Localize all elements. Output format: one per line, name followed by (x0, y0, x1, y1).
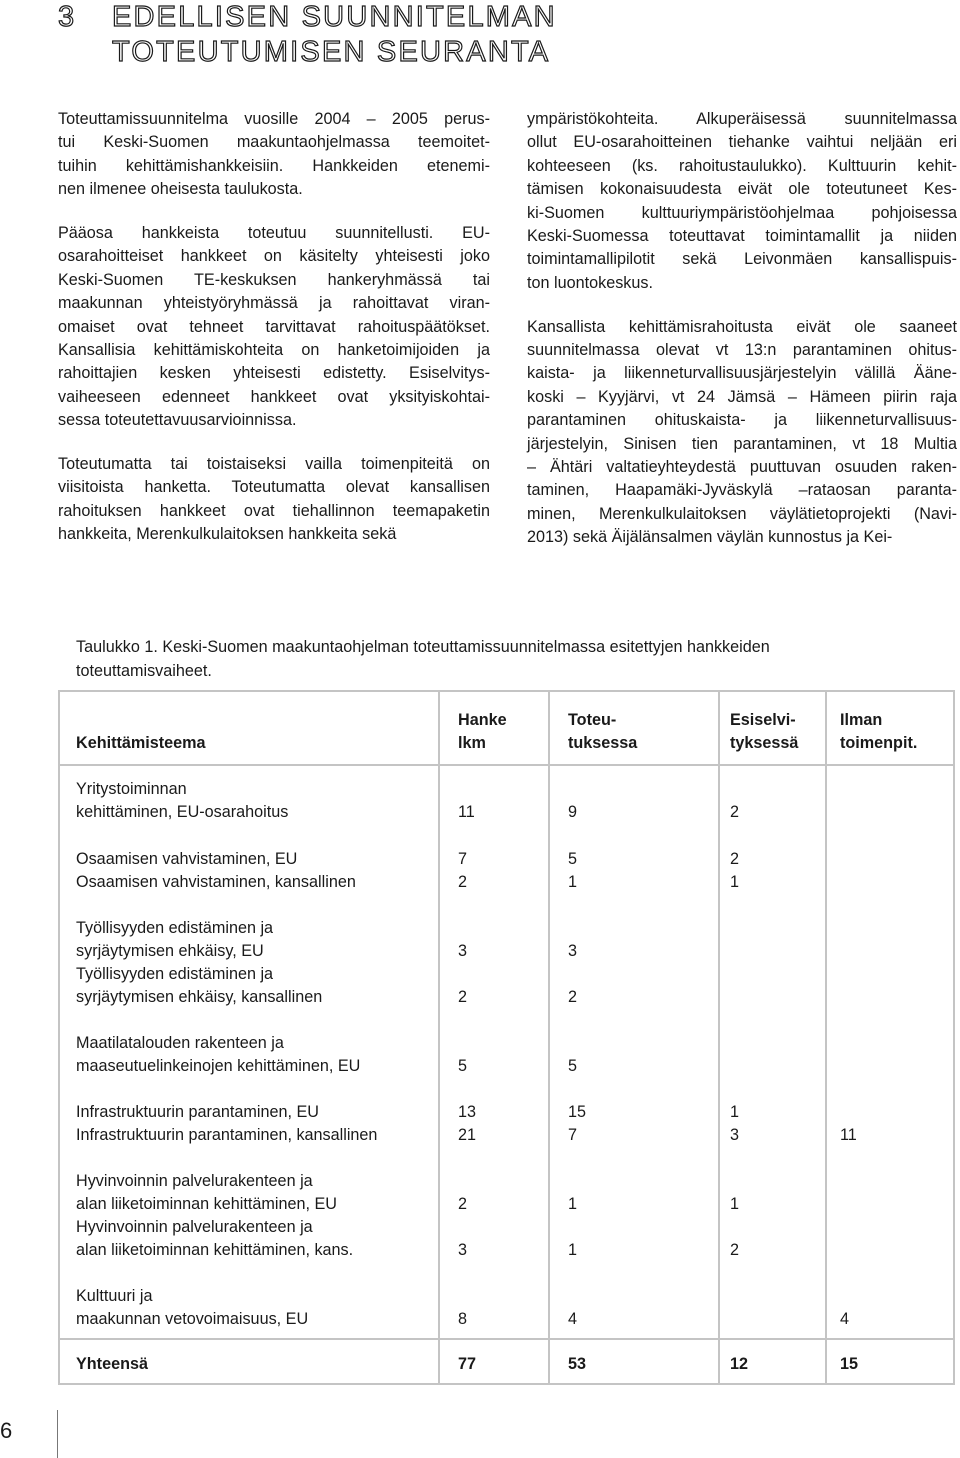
text-line: Toteutumatta tai toistaiseksi vailla toimenpiteitä on (58, 455, 490, 474)
row-value-toteu: 15 (568, 1103, 587, 1121)
text-line: Toteuttamissuunnitelma vuosille 2004 – 2005 perus- (58, 110, 490, 128)
row-value-toteu: 1 (568, 1195, 578, 1213)
row-value-hanke: 8 (458, 1310, 468, 1328)
row-value-esis: 2 (730, 1241, 740, 1259)
header-ilman-toimenpiteita: Ilman (840, 711, 883, 729)
text-line: ympäristökohteita. Alkuperäisessä suunnitelmassa (527, 110, 957, 128)
total-label: Yhteensä (76, 1355, 148, 1373)
chapter-number: 3 (58, 1, 77, 33)
row-value-toteu: 3 (568, 942, 578, 960)
text-line: tämisen kokonaisuudesta eivät ole toteutuneet Kes- (527, 180, 957, 199)
row-value-toteu: 4 (568, 1310, 578, 1328)
text-line: sessa toteutettavuusarvioinnissa. (58, 411, 297, 430)
text-line: ton luontokeskus. (527, 273, 653, 292)
row-value-toteu: 5 (568, 1057, 578, 1075)
header-toteutuksessa: Toteu- (568, 711, 617, 729)
text-line: tuihin kehittämishankkeisiin. Hankkeiden etenemi- (58, 156, 490, 175)
text-line: Keski-Suomen TE-keskuksen hankeryhmässä tai (58, 270, 490, 289)
row-value-toteu: 9 (568, 803, 578, 821)
row-value-toteu: 5 (568, 850, 578, 868)
row-value-hanke: 11 (458, 803, 475, 821)
table-divider (60, 764, 953, 766)
text-line: kohteeseen (ks. rahoitustaulukko). Kulttuurin kehit- (527, 156, 957, 175)
row-value-hanke: 13 (458, 1103, 477, 1121)
text-line: hankkeita, Merenkulkulaitoksen hankkeita sekä (58, 525, 397, 544)
header-theme: Kehittämisteema (76, 734, 206, 752)
footer-divider (57, 1410, 58, 1458)
text-line: järjestelyin, Sinisen tien parantaminen, vt 18 Multia (527, 434, 957, 453)
text-line: Kansallisia kehittämiskohteita on hanketoimijoiden ja (58, 341, 490, 360)
table-divider (60, 1338, 953, 1340)
text-line: viisitoista hanketta. Toteutumatta olevat kansallisen (58, 478, 490, 497)
row-label: Osaamisen vahvistaminen, kansallinen (76, 873, 356, 891)
row-value-toteu: 1 (568, 873, 578, 891)
row-label: Yritystoiminnan (76, 780, 187, 798)
left-text-column (58, 108, 490, 567)
header-toteutuksessa: tuksessa (568, 734, 638, 752)
header-esiselvityksessa: Esiselvi- (730, 711, 796, 729)
row-value-toteu: 2 (568, 988, 578, 1006)
row-value-toteu: 1 (568, 1241, 578, 1259)
row-value-hanke: 5 (458, 1057, 468, 1075)
row-value-hanke: 2 (458, 873, 468, 891)
row-label: Infrastruktuurin parantaminen, kansallinen (76, 1126, 378, 1144)
text-line: parantaminen ohituskaista- ja liikenneturvallisuus- (527, 411, 957, 430)
text-line: toimintamallipilotit sekä Leivonmäen kansallispuis- (527, 250, 957, 269)
text-line: minen, Merenkulkulaitoksen väylätietoprojekti (Navi- (527, 504, 957, 523)
table-divider (438, 692, 440, 1383)
header-hanke: Hanke (458, 711, 507, 729)
row-value-ilman: 11 (840, 1126, 857, 1144)
paragraph (58, 108, 490, 202)
text-line: Pääosa hankkeista toteutuu suunnitellusti. EU- (58, 224, 490, 243)
text-line: maakunnan yhteistyöryhmässä ja rahoittavat viran- (58, 294, 490, 313)
row-value-esis: 1 (730, 1195, 740, 1213)
chapter-title-line-2: TOTEUTUMISEN SEURANTA (112, 36, 551, 68)
row-value-esis: 2 (730, 850, 740, 868)
row-label: alan liiketoiminnan kehittäminen, EU (76, 1195, 337, 1213)
row-label: alan liiketoiminnan kehittäminen, kans. (76, 1241, 354, 1259)
caption-line: toteuttamisvaiheet. (76, 661, 212, 680)
row-label: Hyvinvoinnin palvelurakenteen ja (76, 1218, 313, 1236)
total-hanke: 77 (458, 1355, 477, 1373)
header-hanke: lkm (458, 734, 486, 752)
text-line: omaiset ovat tehneet tarvittavat rahoituspäätökset. (58, 317, 490, 336)
text-line: suunnitelmassa olevat vt 13:n parantaminen ohitus- (527, 341, 957, 360)
row-label: Työllisyyden edistäminen ja (76, 919, 274, 937)
chapter-title-line-1: EDELLISEN SUUNNITELMAN (112, 1, 557, 33)
row-value-ilman: 4 (840, 1310, 850, 1328)
row-value-hanke: 3 (458, 942, 468, 960)
row-label: syrjäytymisen ehkäisy, EU (76, 942, 264, 960)
row-value-esis: 1 (730, 873, 740, 891)
row-value-hanke: 2 (458, 988, 468, 1006)
table-divider (718, 692, 720, 1383)
total-toteutuksessa: 53 (568, 1355, 587, 1373)
header-esiselvityksessa: tyksessä (730, 734, 799, 752)
text-line: tui Keski-Suomen maakuntaohjelmassa teemoitet- (58, 133, 490, 152)
text-line: ollut EU-osarahoitteinen tiehanke vaihtui neljään eri (527, 133, 957, 152)
row-label: Työllisyyden edistäminen ja (76, 965, 274, 983)
table-caption (76, 636, 936, 683)
paragraph (58, 453, 490, 547)
total-esiselvityksessa: 12 (730, 1355, 749, 1373)
row-label: Maatilatalouden rakenteen ja (76, 1034, 284, 1052)
text-line: Keski-Suomessa toteuttavat toimintamallit ja niiden (527, 227, 957, 246)
table-divider (825, 692, 827, 1383)
text-line: 2013) sekä Äijälänsalmen väylän kunnostus ja Kei- (527, 528, 893, 547)
text-line: nen ilmenee oheisesta taulukosta. (58, 180, 303, 199)
text-line: Kansallista kehittämisrahoitusta eivät ole saaneet (527, 317, 957, 336)
row-label: Infrastruktuurin parantaminen, EU (76, 1103, 319, 1121)
paragraph (527, 316, 957, 550)
total-ilman: 15 (840, 1355, 859, 1373)
row-label: syrjäytymisen ehkäisy, kansallinen (76, 988, 323, 1006)
text-line: rahoituksen hankkeet ovat tiehallinnon teemapaketin (58, 501, 490, 520)
row-value-toteu: 7 (568, 1126, 578, 1144)
caption-line: Taulukko 1. Keski-Suomen maakuntaohjelman toteuttamissuunnitelmassa esitettyjen hankkeiden (76, 638, 770, 656)
text-line: – Ähtäri valtatieyhteydestä puuttuvan osuuden raken- (527, 458, 957, 477)
row-label: Kulttuuri ja (76, 1287, 153, 1305)
row-value-hanke: 7 (458, 850, 468, 868)
row-label: maaseutuelinkeinojen kehittäminen, EU (76, 1057, 361, 1075)
text-line: ki-Suomen kulttuuriympäristöohjelmaa pohjoisessa (527, 203, 957, 222)
table-divider (548, 692, 550, 1383)
row-label: Osaamisen vahvistaminen, EU (76, 850, 298, 868)
row-value-hanke: 3 (458, 1241, 468, 1259)
page-number: 6 (0, 1418, 13, 1443)
header-ilman-toimenpiteita: toimenpit. (840, 734, 918, 752)
text-line: kaista- ja liikenneturvallisuusjärjestelyin välillä Ääne- (527, 364, 957, 383)
text-line: koski – Kyyjärvi, vt 24 Jämsä – Hämeen piirin raja (527, 387, 957, 406)
row-label: Hyvinvoinnin palvelurakenteen ja (76, 1172, 313, 1190)
row-value-esis: 2 (730, 803, 740, 821)
right-text-column (527, 108, 957, 570)
text-line: osarahoitteiset hankkeet on käsitelty yhteisesti joko (58, 247, 490, 266)
row-value-esis: 1 (730, 1103, 740, 1121)
row-value-hanke: 2 (458, 1195, 468, 1213)
text-line: taminen, Haapamäki-Jyväskylä –rataosan paranta- (527, 481, 957, 500)
row-value-hanke: 21 (458, 1126, 477, 1144)
paragraph (58, 222, 490, 433)
row-label: maakunnan vetovoimaisuus, EU (76, 1310, 309, 1328)
paragraph (527, 108, 957, 295)
row-label: kehittäminen, EU-osarahoitus (76, 803, 289, 821)
projects-table (58, 690, 955, 1385)
text-line: rahoittajien kesken yhteisesti edistetty. Esiselvitys- (58, 364, 490, 383)
text-line: vaiheeseen edenneet hankkeet ovat yksityiskohtai- (58, 387, 490, 406)
row-value-esis: 3 (730, 1126, 740, 1144)
